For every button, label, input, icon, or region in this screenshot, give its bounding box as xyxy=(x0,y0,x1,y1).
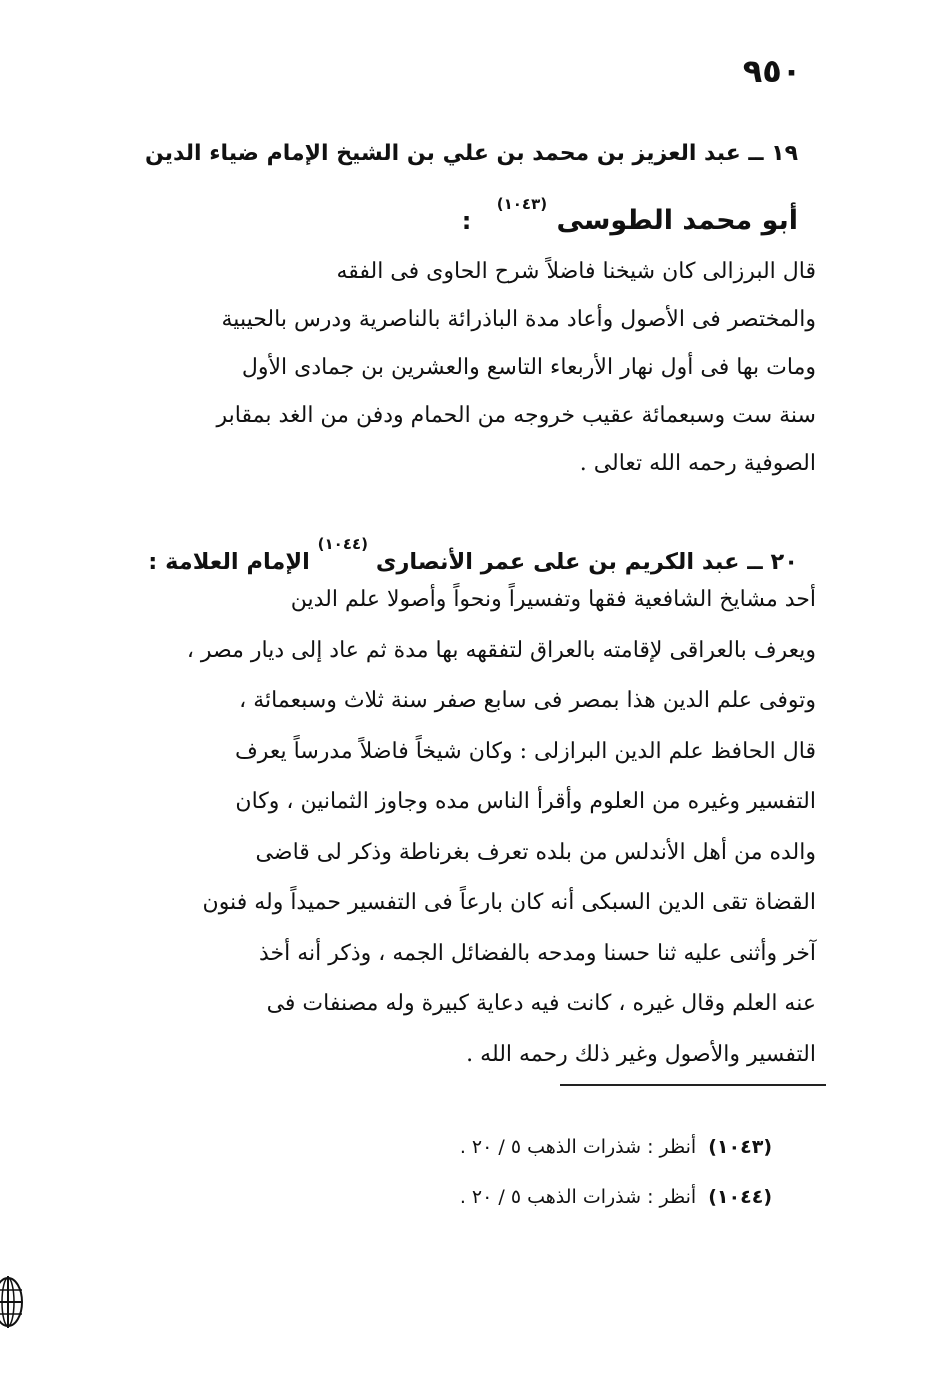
body-line: ويعرف بالعراقى لإقامته بالعراق لتفقهه بها مدة ثم عاد إلى ديار مصر ، xyxy=(186,637,816,663)
body-line: والده من أهل الأندلس من بلده تعرف بغرناطة وذكر لى قاضى xyxy=(255,839,816,865)
footnote-separator xyxy=(560,1084,826,1086)
body-line: التفسير وغيره من العلوم وأقرأ الناس مده وجاوز الثمانين ، وكان xyxy=(235,789,816,814)
body-line: أحد مشايخ الشافعية فقها وتفسيراً ونحواً وأصولا علم الدين xyxy=(290,587,816,612)
body-line: والمختصر فى الأصول وأعاد مدة الباذرائة بالناصرية ودرس بالحيبية xyxy=(221,307,816,332)
entry-20-heading-text: ٢٠ ــ عبد الكريم بن على عمر الأنصارى xyxy=(375,549,798,575)
body-line: ومات بها فى أول نهار الأربعاء التاسع والعشرين بن جمادى الأول xyxy=(241,355,816,380)
entry-19-heading-text: أبو محمد الطوسى xyxy=(556,205,798,236)
footnote-ref-1044: (١٠٤٤) xyxy=(317,535,368,553)
entry-19-heading-line2 xyxy=(462,180,798,245)
body-line: الصوفية رحمه الله تعالى . xyxy=(579,451,816,476)
body-line: وتوفى علم الدين هذا بمصر فى سابع صفر سنة ثلاث وسبعمائة ، xyxy=(239,688,816,713)
footnote-ref-1043: (١٠٤٣) xyxy=(496,195,548,213)
entry-20-heading-title: الإمام العلامة : xyxy=(148,549,310,575)
footnote-text: أنظر : شذرات الذهب ٥ / ٢٠ . xyxy=(459,1136,697,1158)
body-line: القضاة تقى الدين السبكى أنه كان بارعاً فى التفسير حميداً وله فنون xyxy=(202,890,816,915)
footnote-number: (١٠٤٣) xyxy=(708,1136,772,1158)
body-line: آخر وأثنى عليه ثنا حسنا ومدحه بالفضائل الجمه ، وذكر أنه أخذ xyxy=(258,940,816,966)
entry-20-body xyxy=(136,575,816,1080)
entry-19-body xyxy=(136,248,816,488)
footnote-1043 xyxy=(460,1136,772,1158)
footnote-text: أنظر : شذرات الذهب ٥ / ٢٠ . xyxy=(459,1186,697,1208)
body-line: عنه العلم وقال غيره ، كانت فيه دعاية كبيرة وله مصنفات فى xyxy=(266,991,816,1016)
footnote-1044 xyxy=(460,1186,772,1208)
body-line: سنة ست وسبعمائة عقيب خروجه من الحمام ودفن من الغد بمقابر xyxy=(216,403,816,428)
body-line: قال البرزالى كان شيخنا فاضلاً شرح الحاوى فى الفقه xyxy=(336,259,816,284)
scan-registration-mark-icon xyxy=(0,1270,26,1334)
entry-19-heading-colon: : xyxy=(461,207,472,235)
page-number: ٩٥٠ xyxy=(742,52,802,90)
body-line: قال الحافظ علم الدين البرازلى : وكان شيخاً فاضلاً مدرساً يعرف xyxy=(234,738,816,764)
footnote-number: (١٠٤٤) xyxy=(708,1186,772,1208)
body-line: التفسير والأصول وغير ذلك رحمه الله . xyxy=(466,1041,816,1067)
entry-19-heading-line1: ١٩ ــ عبد العزيز بن محمد بن علي بن الشيخ الإمام ضياء الدين xyxy=(144,141,798,166)
